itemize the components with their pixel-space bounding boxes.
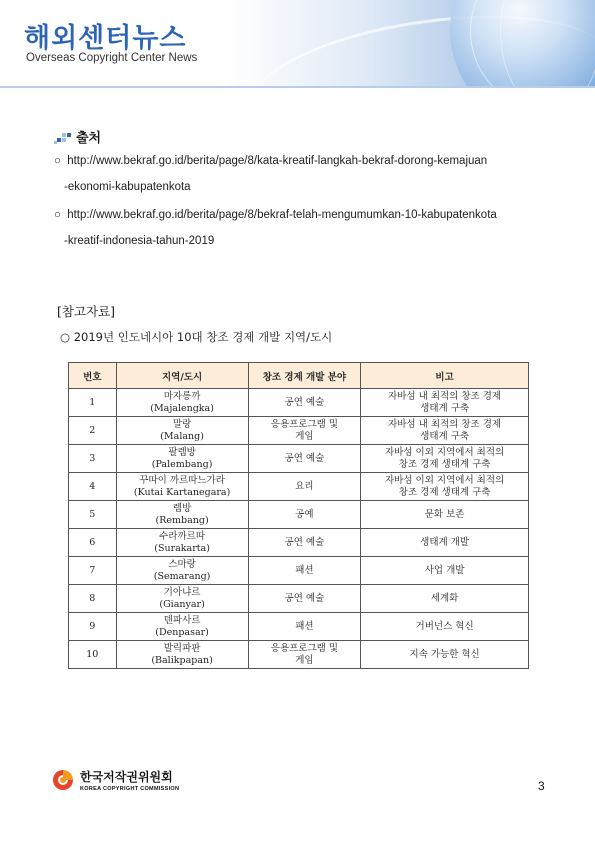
row-city [116,613,248,641]
header-divider [0,86,595,88]
row-city-text: 수라까르따 [159,530,206,542]
table-row [69,389,529,417]
row-city [116,501,248,529]
source-url-2-line2[interactable]: -kreatif-indonesia-tahun-2019 [64,235,215,247]
table-row [69,557,529,585]
row-note-text: 지속 가능한 혁신 [409,648,480,660]
header-no: 번호 [69,363,117,389]
header-title-en: Overseas Copyright Center News [26,52,198,64]
row-note-text: 생태계 구축 [420,430,470,442]
row-note-text: 자바섬 내 최적의 창조 경제 [388,418,502,430]
globe-grid-meridian [500,0,595,86]
table-row [69,417,529,445]
row-number [69,529,117,557]
circle-bullet-icon: ○ [54,155,61,167]
row-field-text: 패션 [295,620,314,632]
row-field-text: 게임 [295,430,314,442]
row-city-text: (Malang) [160,430,204,442]
reference-subtitle: ○ 2019년 인도네시아 10대 창조 경제 개발 지역/도시 [60,330,333,344]
row-field [248,557,361,585]
header-field: 창조 경제 개발 분야 [248,363,361,389]
row-city-text: 마자릉까 [163,390,201,402]
row-note-text: 세계화 [430,592,459,604]
row-field [248,613,361,641]
sources-heading [54,127,101,146]
row-number [69,557,117,585]
table-row [69,585,529,613]
row-note [361,445,529,473]
row-note-text: 자바섬 이외 지역에서 최적의 [385,474,505,486]
row-number-text: 9 [89,620,96,632]
row-note-text: 생태계 개발 [420,536,470,548]
commission-logo-icon [52,769,74,791]
row-field [248,417,361,445]
row-field-text: 공예 [295,508,314,520]
row-city [116,473,248,501]
row-number-text: 7 [89,564,96,576]
row-city-text: (Palembang) [151,458,213,470]
row-field [248,585,361,613]
row-number-text: 3 [89,452,96,464]
table-row [69,445,529,473]
row-number [69,445,117,473]
row-city-text: (Majalengka) [150,402,214,414]
row-city-text: 덴파사르 [163,614,201,626]
row-city [116,389,248,417]
row-note [361,529,529,557]
source-url-2-line1: http://www.bekraf.go.id/berita/page/8/bekraf-telah-mengumumkan-10-kabupatenkota [67,209,497,221]
row-city-text: 스마랑 [168,558,196,570]
row-city-text: (Semarang) [153,570,211,582]
row-number-text: 1 [89,396,96,408]
row-number [69,613,117,641]
row-note [361,585,529,613]
row-field [248,445,361,473]
row-field [248,501,361,529]
row-city-text: (Surakarta) [154,542,210,554]
row-number-text: 2 [89,424,96,436]
row-number-text: 10 [86,648,99,660]
row-city-text: 말랑 [172,418,192,430]
row-note [361,557,529,585]
row-number-text: 8 [89,592,96,604]
table-row [69,613,529,641]
row-field-text: 응용프로그램 및 [270,642,339,654]
row-city-text: 기아냐르 [163,586,201,598]
row-note-text: 거버넌스 혁신 [415,620,474,632]
row-note [361,641,529,669]
row-note-text: 자바섬 내 최적의 창조 경제 [388,390,502,402]
row-city [116,641,248,669]
row-note-text: 창조 경제 생태계 구축 [398,486,491,498]
row-note-text: 자바섬 이외 지역에서 최적의 [385,446,505,458]
row-city [116,557,248,585]
row-note [361,473,529,501]
row-note-text: 문화 보존 [424,508,465,520]
row-field [248,473,361,501]
table-header-row [69,363,529,389]
bullet-squares-icon [54,133,72,145]
regions-table [68,362,529,669]
source-url-1-line1: http://www.bekraf.go.id/berita/page/8/kata-kreatif-langkah-bekraf-dorong-kemajuan [67,155,488,167]
row-number-text: 6 [89,536,96,548]
row-note [361,613,529,641]
source-link-1[interactable] [54,155,487,167]
row-city-text: (Balikpapan) [151,654,213,666]
row-number [69,641,117,669]
row-city-text: (Kutai Kartanegara) [133,486,231,498]
row-field-text: 공연 예술 [284,396,325,408]
row-field-text: 공연 예술 [284,592,325,604]
row-field-text: 요리 [295,480,314,492]
table-body [69,389,529,669]
table-row [69,501,529,529]
row-number [69,473,117,501]
table-row [69,529,529,557]
source-url-1-line2[interactable]: -ekonomi-kabupatenkota [64,181,191,193]
row-note-text: 창조 경제 생태계 구축 [398,458,491,470]
row-city [116,445,248,473]
row-field-text: 게임 [295,654,314,666]
row-number [69,585,117,613]
row-field [248,641,361,669]
row-city-text: 렘방 [172,502,192,514]
row-field-text: 응용프로그램 및 [270,418,339,430]
row-number [69,389,117,417]
row-field-text: 패션 [295,564,314,576]
reference-title: [참고자료] [57,304,116,319]
row-note-text: 생태계 구축 [420,402,470,414]
row-city [116,585,248,613]
footer-org-ko: 한국저작권위원회 [80,770,173,784]
row-city-text: (Denpasar) [155,626,209,638]
row-city-text: 발릭파판 [163,642,201,654]
row-number [69,501,117,529]
row-number [69,417,117,445]
sources-title: 출처 [76,131,102,146]
table-row [69,473,529,501]
table-row [69,641,529,669]
row-number-text: 5 [89,508,96,520]
page-number: 3 [538,779,545,793]
row-field [248,529,361,557]
row-field [248,389,361,417]
row-note [361,389,529,417]
row-field-text: 공연 예술 [284,536,325,548]
header-note: 비고 [361,363,529,389]
header-city: 지역/도시 [116,363,248,389]
row-note-text: 사업 개발 [424,564,465,576]
row-city-text: 꾸따이 까르따느가라 [139,474,225,486]
header-title-ko: 해외센터뉴스 [24,23,187,54]
row-city-text: 팔렘방 [168,446,196,458]
circle-bullet-icon: ○ [54,209,61,221]
row-field-text: 공연 예술 [284,452,325,464]
row-number-text: 4 [89,480,96,492]
row-city-text: (Rembang) [155,514,209,526]
row-city-text: (Gianyar) [159,598,205,610]
row-city [116,417,248,445]
row-city [116,529,248,557]
footer-org-en: KOREA COPYRIGHT COMMISSION [80,786,180,792]
header-banner [0,0,595,86]
source-link-2[interactable] [54,209,497,221]
row-note [361,501,529,529]
row-note [361,417,529,445]
